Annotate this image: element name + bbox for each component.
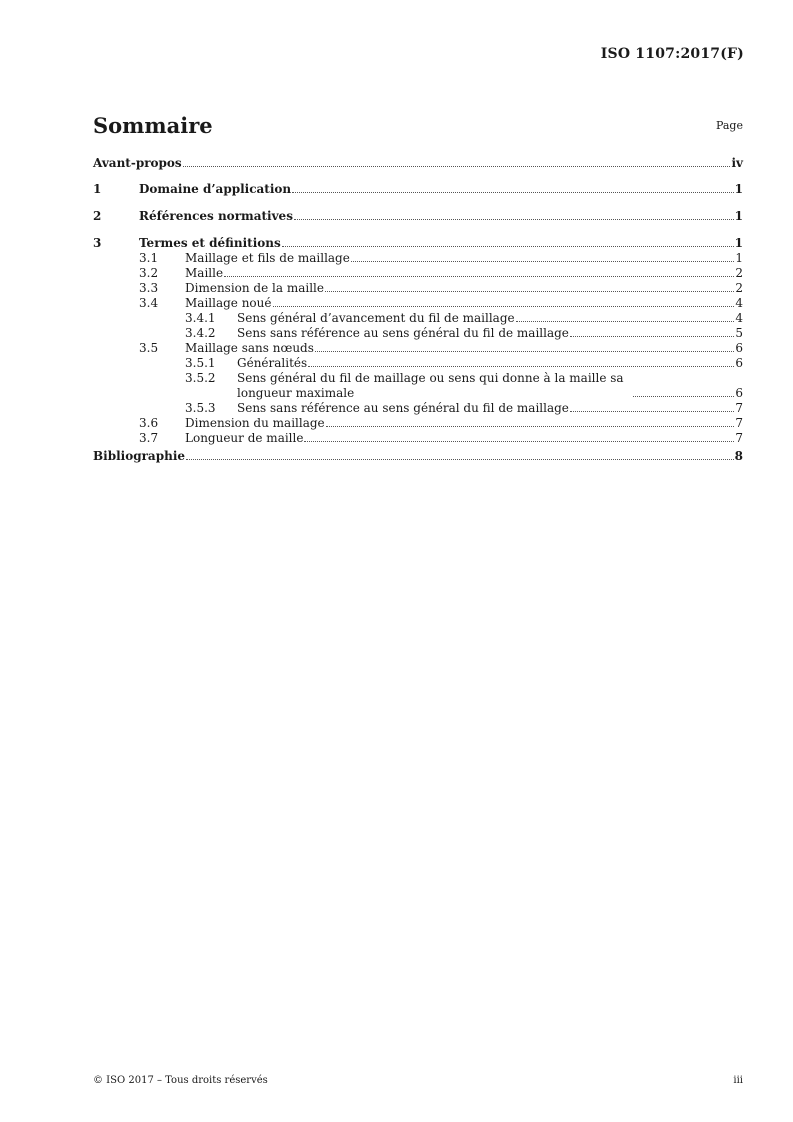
toc-entry-number: 3.7 — [139, 431, 159, 445]
toc-entry-page: 2 — [735, 266, 743, 280]
dot-leader — [273, 306, 735, 307]
dot-leader — [183, 166, 731, 167]
dot-leader — [282, 246, 734, 247]
toc-entry-text: Maille — [185, 266, 224, 280]
dot-leader — [186, 459, 734, 460]
copyright-notice: © ISO 2017 – Tous droits réservés — [93, 1075, 268, 1086]
toc-entry-page: 8 — [734, 449, 743, 463]
dot-leader — [633, 396, 734, 397]
toc-entry-text: Maillage noué — [185, 296, 272, 310]
toc-entry-page: 1 — [734, 182, 743, 196]
dot-leader — [294, 219, 734, 220]
toc-entry-number: 3.4.1 — [185, 311, 216, 325]
toc-entry-page: 4 — [735, 311, 743, 325]
dot-leader — [315, 351, 734, 352]
toc-entry-3-2[interactable] — [93, 266, 743, 281]
page-column-label: Page — [715, 119, 743, 132]
toc-entry-number: 3.1 — [139, 251, 159, 265]
toc-entry-3-5-1[interactable] — [93, 356, 743, 371]
dot-leader — [308, 366, 734, 367]
dot-leader — [326, 426, 735, 427]
toc-entry-3-4-2[interactable] — [93, 326, 743, 341]
toc-entry-number: 3.5.3 — [185, 401, 216, 415]
page-number: iii — [733, 1075, 743, 1086]
toc-entry-number: 3.4 — [139, 296, 159, 310]
dot-leader — [224, 276, 734, 277]
toc-entry-3-7[interactable] — [93, 431, 743, 446]
toc-entry-3-5[interactable] — [93, 341, 743, 356]
toc-entry-text: Maillage sans nœuds — [185, 341, 314, 355]
toc-entry-page: 1 — [734, 209, 743, 223]
toc-entry-text: Références normatives — [139, 209, 293, 223]
toc-entry-3-6[interactable] — [93, 416, 743, 431]
dot-leader — [292, 192, 734, 193]
toc-entry-page: 4 — [735, 296, 743, 310]
toc-entry-text: Sens général du fil de maillage ou sens qui donne à la maille sa longueur maximale — [237, 371, 624, 400]
toc-entry-text: Dimension du maillage — [185, 416, 325, 430]
toc-title: Sommaire — [93, 113, 213, 138]
toc-entry-text: Maillage et fils de maillage — [185, 251, 350, 265]
toc-entry-text: Sens sans référence au sens général du fil de maillage — [237, 401, 569, 415]
toc-entry-text: Sens général d’avancement du fil de maillage — [237, 311, 515, 325]
toc-entry-page: 5 — [735, 326, 743, 340]
table-of-contents — [93, 156, 743, 464]
toc-entry-number: 3.6 — [139, 416, 159, 430]
toc-entry-3-5-3[interactable] — [93, 401, 743, 416]
dot-leader — [325, 291, 734, 292]
toc-entry-text: Sens sans référence au sens général du fil de maillage — [237, 326, 569, 340]
toc-entry-page: 1 — [735, 251, 743, 265]
toc-entry-bibliography[interactable] — [93, 449, 743, 464]
toc-entry-foreword[interactable] — [93, 156, 743, 171]
toc-entry-number: 3.2 — [139, 266, 159, 280]
toc-entry-page: 7 — [735, 416, 743, 430]
toc-entry-number: 3.5 — [139, 341, 159, 355]
dot-leader — [570, 411, 734, 412]
toc-entry-3-5-2[interactable] — [93, 371, 743, 401]
toc-entry-page: iv — [731, 156, 743, 170]
toc-entry-number: 3.5.1 — [185, 356, 216, 370]
toc-entry-1[interactable] — [93, 182, 743, 197]
toc-entry-3-3[interactable] — [93, 281, 743, 296]
dot-leader — [351, 261, 735, 262]
toc-entry-number: 3.4.2 — [185, 326, 216, 340]
toc-entry-3[interactable] — [93, 236, 743, 251]
toc-entry-text: Avant-propos — [93, 156, 182, 170]
dot-leader — [516, 321, 735, 322]
toc-entry-number: 3.5.2 — [185, 371, 216, 385]
toc-entry-number: 2 — [93, 209, 102, 223]
toc-entry-text: Bibliographie — [93, 449, 186, 463]
toc-entry-page: 1 — [734, 236, 743, 250]
dot-leader — [570, 336, 734, 337]
toc-entry-number: 3 — [93, 236, 102, 250]
toc-entry-2[interactable] — [93, 209, 743, 224]
toc-entry-text: Dimension de la maille — [185, 281, 324, 295]
toc-entry-3-4[interactable] — [93, 296, 743, 311]
toc-entry-page: 7 — [735, 431, 743, 445]
document-code: ISO 1107:2017(F) — [600, 46, 744, 62]
toc-entry-number: 3.3 — [139, 281, 159, 295]
toc-entry-3-1[interactable] — [93, 251, 743, 266]
dot-leader — [304, 441, 734, 442]
toc-entry-text: Termes et définitions — [139, 236, 281, 250]
toc-entry-3-4-1[interactable] — [93, 311, 743, 326]
toc-entry-text: Longueur de maille — [185, 431, 304, 445]
toc-entry-text: Généralités — [237, 356, 308, 370]
toc-entry-page: 6 — [735, 341, 743, 355]
toc-entry-text: Domaine d’application — [139, 182, 292, 196]
toc-entry-page: 6 — [735, 356, 743, 370]
toc-entry-number: 1 — [93, 182, 102, 196]
toc-entry-page: 2 — [735, 281, 743, 295]
toc-entry-page: 6 — [735, 386, 743, 400]
toc-entry-page: 7 — [735, 401, 743, 415]
